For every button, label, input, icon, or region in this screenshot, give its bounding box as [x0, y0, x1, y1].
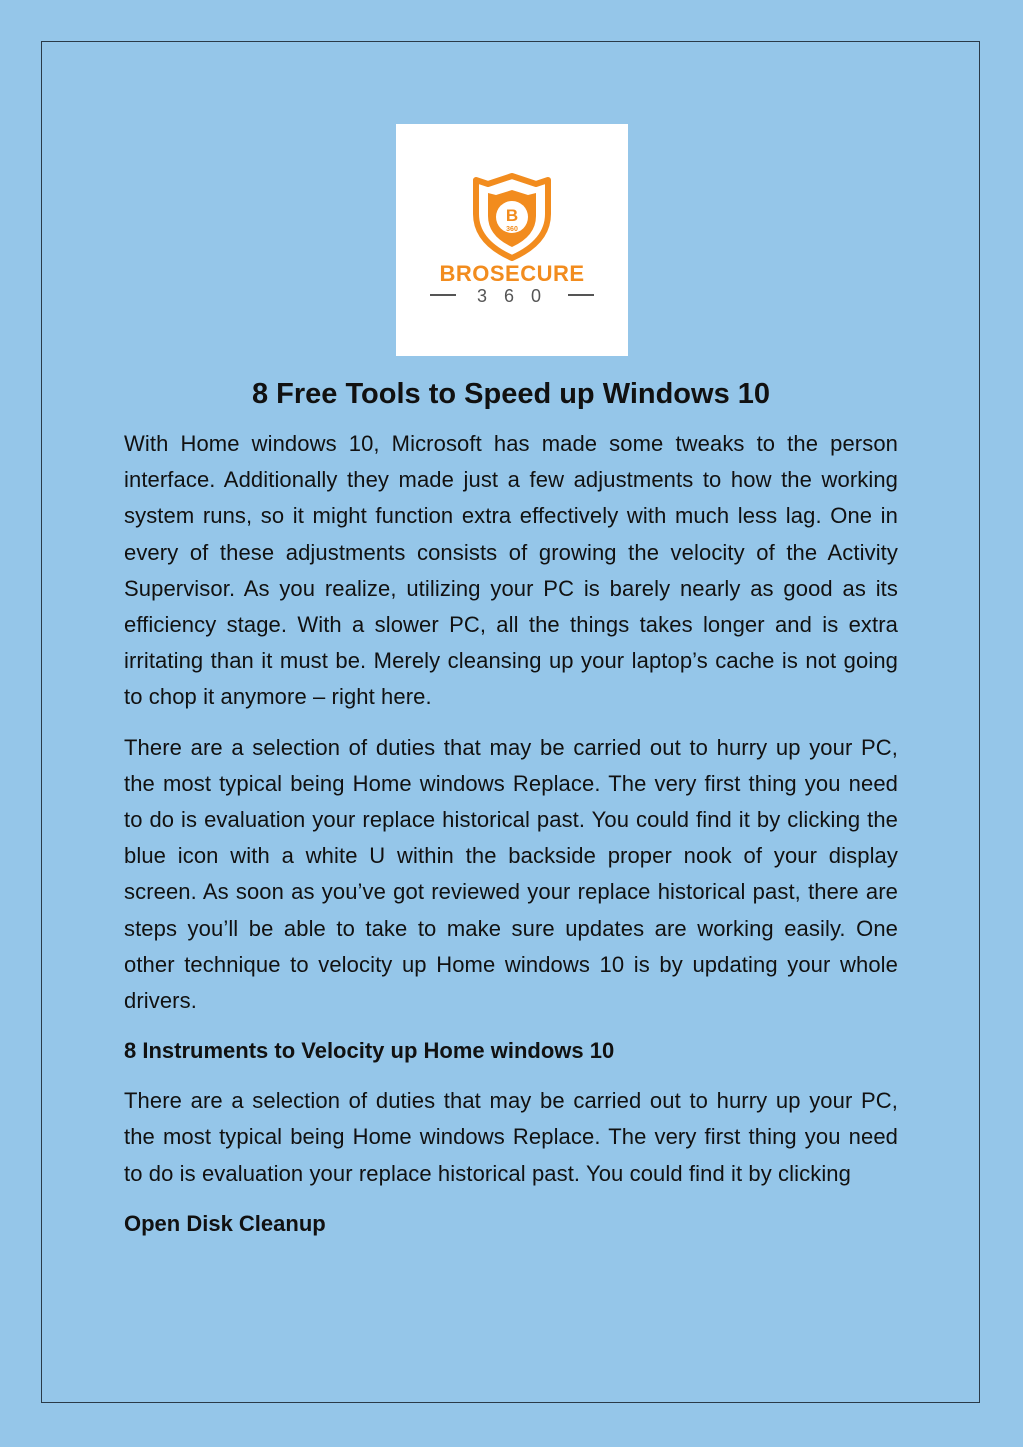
logo-badge-letter: B — [505, 206, 519, 225]
logo-badge-number: 360 — [506, 226, 518, 233]
page-title: 8 Free Tools to Speed up Windows 10 — [251, 378, 771, 410]
logo-brand-name: BROSECURE — [439, 261, 585, 286]
shield-icon — [396, 124, 628, 356]
logo-brand-sub: 3 6 0 — [476, 286, 548, 306]
paragraph-intro: With Home windows 10, Microsoft has made some tweaks to the person interface. Additionally they made just a few adjustments to how the working system runs, so it might function extra effectively with much less lag. One in every of these adjustments consists of growing the velocity of the Activity Supervisor. As you realize, utilizing your PC is barely nearly as good as its efficiency stage. With a slower PC, all the things takes longer and is extra irritating than it must be. Merely cleansing up your laptop’s cache is not going to chop it anymore – right here. — [124, 431, 898, 710]
subheading-disk-cleanup: Open Disk Cleanup — [124, 1210, 326, 1236]
brand-logo — [396, 124, 628, 356]
article-body — [124, 372, 898, 1256]
paragraph-updates: There are a selection of duties that may be carried out to hurry up your PC, the most typical being Home windows Replace. The very first thing you need to do is evaluation your replace historical past. You could find it by clicking the blue icon with a white U within the backside proper nook of your display screen. As soon as you’ve got reviewed your replace historical past, there are steps you’ll be able to take to make sure updates are working easily. One other technique to velocity up Home windows 10 is by updating your whole drivers. — [124, 734, 898, 1014]
subheading-instruments: 8 Instruments to Velocity up Home windows 10 — [124, 1038, 615, 1064]
paragraph-tasks: There are a selection of duties that may be carried out to hurry up your PC, the most typical being Home windows Replace. The very first thing you need to do is evaluation your replace historical past. You could find it by clicking — [124, 1088, 898, 1186]
